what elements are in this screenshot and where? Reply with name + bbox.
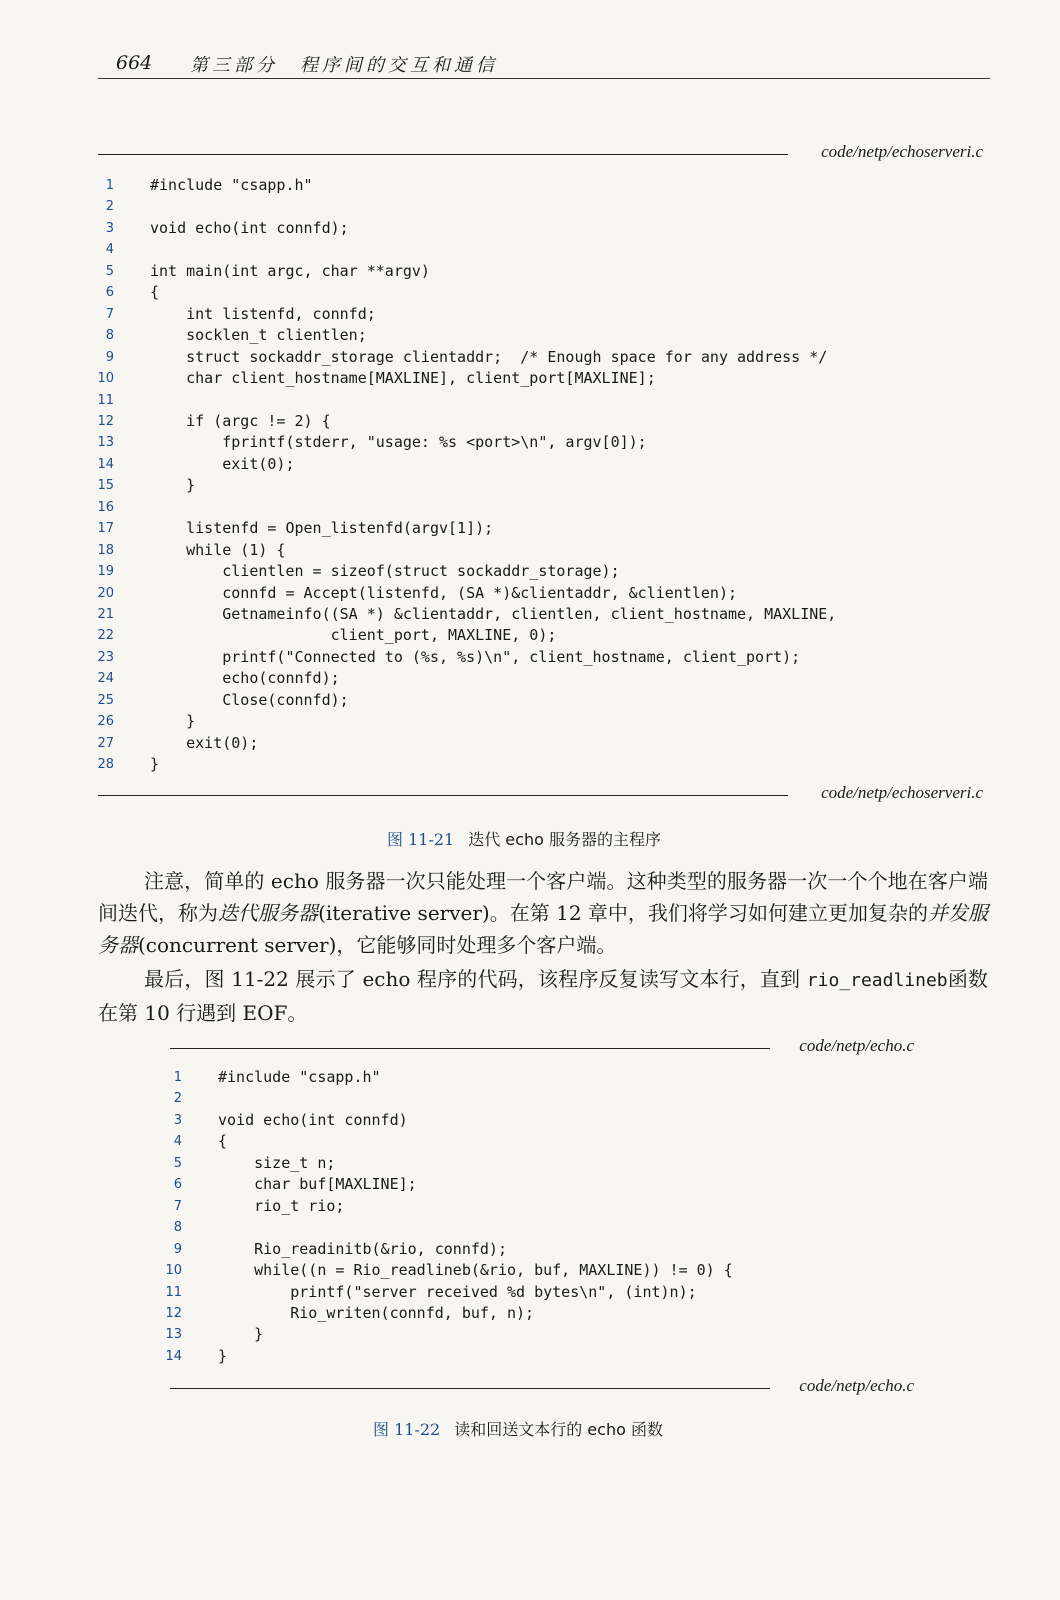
code-line	[92, 197, 972, 218]
code-text: int main(int argc, char **argv)	[150, 261, 430, 280]
code-line	[92, 283, 972, 304]
line-number: 8	[173, 1220, 182, 1236]
code-text: fprintf(stderr, "usage: %s <port>\n", argv[0]);	[150, 433, 647, 452]
line-number: 21	[97, 607, 114, 622]
line-number: 4	[105, 242, 114, 258]
code-line	[160, 1283, 920, 1304]
code-text: }	[218, 1346, 228, 1365]
code-line	[160, 1261, 920, 1282]
line-number: 1	[173, 1070, 182, 1085]
line-number: 4	[173, 1134, 182, 1150]
code-text: int listenfd, connfd;	[150, 304, 376, 323]
line-number: 9	[173, 1241, 182, 1257]
code-line	[92, 626, 972, 647]
code-line	[160, 1154, 920, 1175]
line-number: 16	[97, 499, 114, 515]
code-line	[160, 1132, 920, 1153]
listing2-top-rule	[170, 1036, 914, 1058]
code-line	[92, 669, 972, 690]
line-number: 20	[97, 585, 114, 601]
code-line	[92, 433, 972, 454]
line-number: 13	[97, 435, 114, 451]
paragraph-2	[98, 963, 988, 1029]
code-line	[92, 305, 972, 326]
code-text: Rio_writen(connfd, buf, n);	[218, 1303, 535, 1322]
code-line	[92, 369, 972, 390]
code-text: printf("server received %d bytes\n", (int)n);	[218, 1282, 697, 1301]
code-text: char buf[MAXLINE];	[218, 1175, 417, 1194]
line-number: 1	[105, 178, 114, 193]
paragraph-text: 注意，简单的 echo 服务器一次只能处理一个客户端。这种类型的服务器一次一个个地在客户端间迭代，称为	[98, 869, 988, 925]
code-line	[92, 648, 972, 669]
code-text: #include "csapp.h"	[218, 1068, 381, 1086]
code-text: client_port, MAXLINE, 0);	[150, 626, 557, 645]
inline-code: rio_readlineb	[806, 970, 948, 991]
code-text: char client_hostname[MAXLINE], client_port[MAXLINE];	[150, 369, 656, 388]
listing1-filename-bottom: code/netp/echoserveri.c	[821, 783, 983, 802]
line-number: 6	[105, 285, 114, 301]
line-number: 7	[105, 306, 114, 322]
code-text: while((n = Rio_readlineb(&rio, buf, MAXLINE)) != 0) {	[218, 1261, 733, 1280]
term-iterative-server: 迭代服务器	[218, 901, 319, 925]
figure-caption-11-22	[373, 1417, 663, 1440]
page-number: 664	[116, 52, 153, 74]
code-text: Rio_readinitb(&rio, connfd);	[218, 1239, 507, 1258]
figure-title: 迭代 echo 服务器的主程序	[468, 830, 661, 849]
line-number: 10	[97, 371, 114, 387]
code-line	[92, 240, 972, 261]
code-line	[160, 1089, 920, 1110]
figure-number: 图 11-22	[373, 1420, 441, 1439]
code-text: Getnameinfo((SA *) &clientaddr, clientlen, client_hostname, MAXLINE,	[150, 605, 837, 623]
code-text: while (1) {	[150, 540, 286, 559]
paragraph-text: 最后，图 11-22 展示了 echo 程序的代码，该程序反复读写文本行，直到	[144, 967, 807, 991]
listing2-bottom-rule	[170, 1376, 914, 1398]
code-line	[92, 584, 972, 605]
line-number: 7	[173, 1198, 182, 1214]
line-number: 19	[97, 564, 114, 580]
code-line	[92, 455, 972, 476]
code-line	[160, 1068, 920, 1089]
rule-line	[170, 1048, 770, 1049]
code-line	[160, 1175, 920, 1196]
code-line	[92, 348, 972, 369]
code-line	[160, 1111, 920, 1132]
listing2-code	[160, 1068, 920, 1368]
code-line	[92, 412, 972, 433]
code-text: socklen_t clientlen;	[150, 326, 367, 345]
code-text: }	[218, 1325, 264, 1344]
line-number: 8	[105, 328, 114, 344]
code-line	[92, 262, 972, 283]
code-text: {	[150, 283, 160, 302]
line-number: 24	[97, 671, 114, 687]
line-number: 2	[105, 199, 114, 215]
line-number: 22	[97, 628, 114, 644]
line-number: 2	[173, 1091, 182, 1107]
listing1-top-rule	[98, 142, 983, 164]
line-number: 17	[97, 521, 114, 537]
code-text: void echo(int connfd);	[150, 218, 349, 237]
code-text: void echo(int connfd)	[218, 1110, 408, 1129]
line-number: 9	[105, 349, 114, 365]
code-line	[92, 712, 972, 733]
figure-number: 图 11-21	[387, 830, 455, 849]
code-line	[92, 541, 972, 562]
code-line	[92, 326, 972, 347]
term-concurrent-server: 并发服务器	[98, 901, 989, 957]
code-line	[160, 1347, 920, 1368]
code-text: #include "csapp.h"	[150, 176, 313, 194]
line-number: 11	[165, 1284, 182, 1300]
code-line	[160, 1218, 920, 1239]
paragraph-text: (iterative server)。在第 12 章中，我们将学习如何建立更加复杂的	[318, 901, 928, 925]
code-text: connfd = Accept(listenfd, (SA *)&clientaddr, &clientlen);	[150, 583, 737, 602]
figure-caption-11-21	[387, 827, 661, 850]
code-text: Close(connfd);	[150, 690, 349, 709]
code-line	[92, 605, 972, 626]
code-text: }	[150, 712, 196, 731]
code-line	[92, 476, 972, 497]
code-line	[92, 691, 972, 712]
code-line	[92, 219, 972, 240]
code-text: exit(0);	[150, 454, 295, 473]
paragraph-1	[98, 865, 988, 961]
paragraph-text: (concurrent server)，它能够同时处理多个客户端。	[138, 933, 617, 957]
line-number: 23	[97, 649, 114, 665]
line-number: 3	[173, 1112, 182, 1128]
code-text: rio_t rio;	[218, 1196, 345, 1215]
code-line	[160, 1197, 920, 1218]
line-number: 5	[105, 263, 114, 279]
line-number: 18	[97, 542, 114, 558]
code-text: if (argc != 2) {	[150, 411, 331, 430]
code-line	[92, 755, 972, 776]
listing1-bottom-rule	[98, 783, 983, 805]
rule-line	[170, 1388, 770, 1389]
line-number: 3	[105, 220, 114, 236]
line-number: 13	[165, 1327, 182, 1343]
line-number: 14	[97, 456, 114, 472]
line-number: 6	[173, 1177, 182, 1193]
listing2-filename-bottom: code/netp/echo.c	[799, 1376, 914, 1395]
line-number: 12	[165, 1305, 182, 1321]
code-text: }	[150, 476, 196, 495]
code-line	[160, 1304, 920, 1325]
line-number: 26	[97, 714, 114, 730]
code-line	[92, 519, 972, 540]
line-number: 25	[97, 692, 114, 708]
code-text: echo(connfd);	[150, 669, 340, 688]
code-text: }	[150, 755, 160, 774]
code-line	[92, 498, 972, 519]
code-line	[92, 734, 972, 755]
code-text: size_t n;	[218, 1153, 336, 1172]
chapter-title: 第三部分 程序间的交互和通信	[190, 55, 498, 76]
paragraph-text: 函数在第 10 行遇到 EOF。	[98, 967, 989, 1025]
rule-line	[98, 795, 788, 796]
code-line	[92, 391, 972, 412]
line-number: 10	[165, 1263, 182, 1279]
code-text: {	[218, 1132, 228, 1151]
rule-line	[98, 154, 788, 155]
figure-title: 读和回送文本行的 echo 函数	[454, 1420, 663, 1439]
code-text: struct sockaddr_storage clientaddr; /* Enough space for any address */	[150, 347, 828, 366]
listing1-code	[92, 176, 972, 776]
code-text: clientlen = sizeof(struct sockaddr_storage);	[150, 562, 620, 581]
line-number: 11	[97, 392, 114, 408]
line-number: 27	[97, 735, 114, 751]
code-line	[92, 562, 972, 583]
listing2-filename: code/netp/echo.c	[799, 1036, 914, 1055]
code-line	[160, 1240, 920, 1261]
line-number: 14	[165, 1348, 182, 1364]
code-text: exit(0);	[150, 733, 259, 752]
listing1-filename: code/netp/echoserveri.c	[821, 142, 983, 161]
line-number: 12	[97, 413, 114, 429]
code-text: listenfd = Open_listenfd(argv[1]);	[150, 519, 494, 538]
line-number: 5	[173, 1155, 182, 1171]
code-text: printf("Connected to (%s, %s)\n", client_hostname, client_port);	[150, 647, 801, 666]
running-header	[98, 48, 990, 79]
code-line	[92, 176, 972, 197]
line-number: 28	[97, 757, 114, 773]
code-line	[160, 1325, 920, 1346]
line-number: 15	[97, 478, 114, 494]
